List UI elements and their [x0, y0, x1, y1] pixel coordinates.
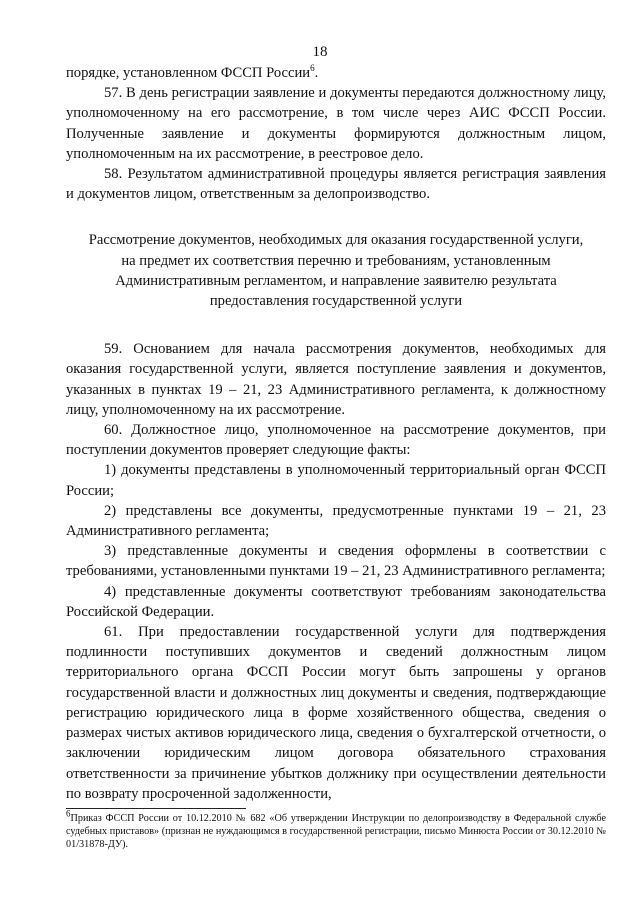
footnote-text: Приказ ФССП России от 10.12.2010 № 682 «Об утверждении Инструкции по делопроизводству в Федеральной службе судебных приставов» (признан не нуждающимся в государственной регистрации, письмо Минюста России от 30.12.2010 № 01/31878-ДУ). [66, 813, 606, 850]
list-item-4: 4) представленные документы соответствуют требованиям законодательства Российской Федерации. [66, 583, 606, 620]
footnote-divider [66, 808, 246, 809]
paragraph-59: 59. Основанием для начала рассмотрения документов, необходимых для оказания государственной услуги, является поступление заявления и документов, указанных в пунктах 19 – 21, 23 Административного регламента, к должностному лицу, уполномоченному на их рассмотрение. [66, 341, 606, 418]
footnote-marker: 6 [66, 808, 71, 819]
paragraph-57: 57. В день регистрации заявление и документы передаются должностному лицу, уполномоченному на его рассмотрение, в том числе через АИС ФССП России. Полученные заявление и документы формируются должностным лицом, уполномоченным на их рассмотрение, в реестровое дело. [66, 85, 606, 162]
page-number: 18 [312, 44, 328, 60]
paragraph-punct: . [314, 65, 319, 81]
list-item-2: 2) представлены все документы, предусмотренные пунктами 19 – 21, 23 Административного регламента; [66, 502, 606, 540]
paragraph-text: порядке, установленном ФССП России [66, 65, 311, 81]
list-item-1: 1) документы представлены в уполномоченный территориальный орган ФССП России; [66, 462, 606, 499]
paragraph-58: 58. Результатом административной процедуры является регистрация заявления и документов лицом, ответственным за делопроизводство. [66, 166, 606, 203]
footnote-ref[interactable]: 6 [310, 63, 315, 74]
paragraph-61: 61. При предоставлении государственной услуги для подтверждения подлинности поступивших документов и сведений должностным лицом территориального органа ФССП России могут быть запрошены у органов государственной власти и должностных лиц документы и сведения, подтверждающие регистрацию юридического лица в форме хозяйственного общества, сведения о размерах чистых активов юридического лица, сведения о бухгалтерской отчетности, о заключении юридическим лицом договора обязательного страхования ответственности за причинение убытков должнику при осуществлении деятельности по возврату просроченной задолженности, [66, 624, 606, 802]
list-item-3: 3) представленные документы и сведения оформлены в соответствии с требованиями, установленными пунктами 19 – 21, 23 Административного регламента; [66, 543, 606, 580]
footnote [66, 808, 606, 851]
paragraph-60: 60. Должностное лицо, уполномоченное на рассмотрение документов, при поступлении документов проверяет следующие факты: [66, 422, 606, 459]
section-heading: Рассмотрение документов, необходимых для оказания государственной услуги, на предмет их соответствия перечню и требованиям, установленным Административным регламентом, и направление заявителю результата предоставления государственной услуги [88, 232, 584, 310]
document-body [66, 63, 606, 804]
paragraph-continuation [66, 63, 606, 83]
